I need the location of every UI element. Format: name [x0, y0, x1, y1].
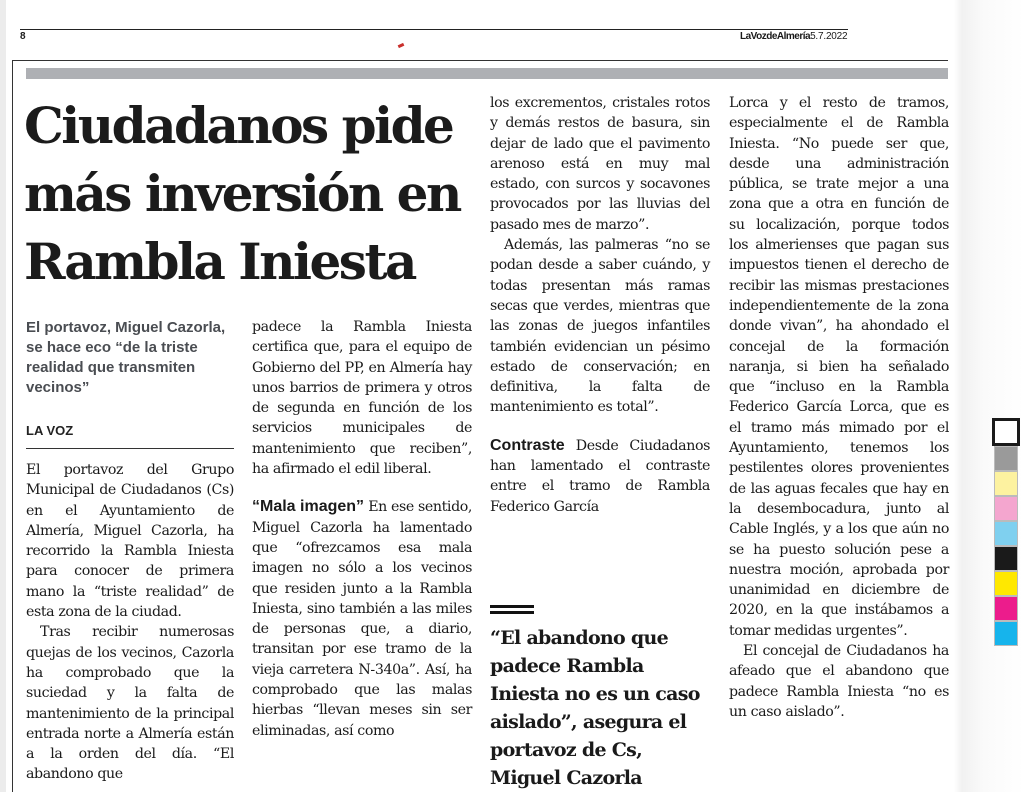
color-swatch — [994, 596, 1018, 621]
pull-quote-mark — [490, 605, 534, 614]
issue-date: 5.7.2022 — [810, 31, 848, 42]
section-kicker: “Mala imagen” — [252, 498, 365, 516]
article-frame-top — [12, 60, 948, 61]
header-rule — [20, 29, 848, 30]
pull-quote: “El abandono que padece Rambla Iniesta no es un caso aislado”, asegura el portavoz de Cs, Miguel Cazorla — [490, 627, 700, 789]
paragraph-text: Desde Ciudadanos han lamentado el contraste entre el tramo de Rambla Federico García — [490, 437, 710, 515]
article-column-2 — [252, 317, 472, 741]
color-swatch — [994, 496, 1018, 521]
scan-edge-right — [954, 0, 1024, 792]
color-swatch — [994, 521, 1018, 546]
color-swatch — [994, 571, 1018, 596]
color-swatch — [994, 546, 1018, 571]
color-swatch — [994, 471, 1018, 496]
paragraph-text: En ese sentido, Miguel Cazorla ha lamentado que “ofrezcamos esa mala imagen no sólo a los vecinos que residen junto a la Rambla Iniesta, sino también a las miles de personas que, a diario, transitan por ese tramo de la vieja carretera N-340a”. Así, ha comprobado que las malas hierbas “llevan meses sin ser eliminadas, así como — [252, 499, 473, 739]
paragraph — [252, 497, 472, 741]
byline: LA VOZ — [26, 423, 74, 438]
red-fold-mark — [398, 43, 405, 48]
subheadline: El portavoz, Miguel Cazorla, se hace eco “de la triste realidad que transmiten vecinos” — [26, 319, 226, 396]
paragraph: los excrementos, cristales rotos y demás restos de basura, sin dejar de lado que el pavimento arenoso está en muy mal estado, con surcos y socavones provocados por las lluvias del pasado mes de marzo”. — [490, 95, 710, 233]
paragraph — [490, 436, 710, 517]
page-number: 8 — [20, 31, 26, 42]
paragraph: El portavoz del Grupo Municipal de Ciudadanos (Cs) en el Ayuntamiento de Almería, Miguel Cazorla, ha recorrido la Rambla Iniesta para conocer de primera mano la “triste realidad” de esta zona de la ciudad. — [26, 462, 234, 621]
color-swatch — [992, 418, 1020, 446]
article-column-3 — [490, 93, 710, 517]
color-swatch — [994, 621, 1018, 646]
paragraph: Además, las palmeras “no se podan desde a saber cuándo, y todas presentan más ramas secas que verdes, mientras que las zonas de juegos infantiles también evidencian un pésimo estado de conservación; en definitiva, la falta de mantenimiento es total”. — [490, 237, 710, 416]
section-kicker: Contraste — [490, 436, 565, 454]
headline: Ciudadanos pide más inversión en Rambla Iniesta — [24, 96, 460, 291]
section-bar — [26, 68, 948, 79]
paragraph: Tras recibir numerosas quejas de los vecinos, Cazorla ha comprobado que la suciedad y la falta de mantenimiento de la principal entrada norte a Almería están a la orden del día. “El abandono que — [26, 624, 234, 783]
publication-name: LaVozdeAlmería — [740, 31, 811, 42]
scan-edge-left — [0, 0, 6, 792]
article-frame-left — [12, 60, 13, 792]
paragraph: Lorca y el resto de tramos, especialmente el de Rambla Iniesta. “No puede ser que, desde una administración pública, se trate mejor a una zona que a otra en función de su localización, porque todos los almerienses que pagan sus impuestos tienen el derecho de recibir las mismas prestaciones independientemente de la zona donde vivan”, ha ahondado el concejal de la formación naranja, si bien ha señalado que “incluso en la Rambla Federico García Lorca, que es el tramo más mimado por el Ayuntamiento, tenemos los pestilentes olores provenientes de las aguas fecales que hay en la desembocadura, junto al Cable Inglés, y a los que aún no se ha puesto solución pese a nuestra moción, aprobada por unanimidad en diciembre de 2020, en la que instábamos a tomar medidas urgentes”. — [729, 95, 949, 639]
paragraph: padece la Rambla Iniesta certifica que, para el equipo de Gobierno del PP, en Almería hay unos barrios de primera y otros de segunda en función de los servicios municipales de mantenimiento que reciben”, ha afirmado el edil liberal. — [252, 319, 472, 478]
print-color-bar — [994, 418, 1020, 646]
article-column-4 — [729, 93, 949, 722]
masthead — [740, 31, 847, 42]
byline-rule — [26, 448, 234, 449]
color-swatch — [994, 446, 1018, 471]
paragraph: El concejal de Ciudadanos ha afeado que el abandono que padece Rambla Iniesta “no es un caso aislado”. — [729, 643, 949, 720]
article-column-1 — [26, 460, 234, 785]
